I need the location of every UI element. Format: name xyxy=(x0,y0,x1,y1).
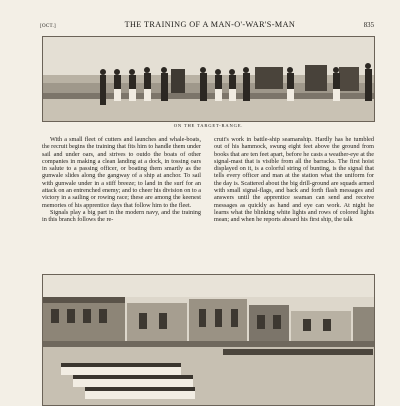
running-head xyxy=(40,20,374,32)
page-number: 835 xyxy=(363,22,374,29)
body-column-left xyxy=(42,136,201,268)
paragraph: Signals play a big part in the modern navy, and the training in this branch follows the re- xyxy=(42,208,201,224)
target-range-photo xyxy=(42,36,375,122)
body-column-right xyxy=(214,136,374,268)
issue-marker: [OCT.] xyxy=(40,24,57,29)
paragraph: cruit's work in battle-ship seamanship. Hardly has he tumbled out of his hammock, swung eight feet above the ground from books that are ten feet apart, before he casts a weather-eye at the signal-mast that is visible from all the barracks. The first hoist displayed on it, is a colorful string of bunting, is the signal that tells every officer and man at the station what the uniform for the day is. Scattered about the big drill-ground are squads armed with small signal-flags, and back and forth flash messages and answers until the apprentice seaman can send and receive messages as quickly as hand and eye can work. At night he learns what the blinking white lights and rows of colored lights mean; and when he reports aboard his first ship, the talk xyxy=(214,136,374,224)
figure-caption: ON THE TARGET-RANGE. xyxy=(173,123,244,128)
running-title: THE TRAINING OF A MAN-O'-WAR'S-MAN xyxy=(124,20,296,29)
paragraph: With a small fleet of cutters and launches and whale-boats, the recruit begins the training that fits him to handle them under sail and under oars, and strives to outdo the boats of other companies in making a clean landing at a dock, in tossing oars in salute to a passing officer, or boating them smartly as the gunwale slides along the gangway of a ship at anchor. To sail with gunwale under in a stiff breeze; to land in the surf for an attack on an entrenched enemy; and to cheer his division on to a victory in a sailing or rowing race; these are among the keenest memories of his apprentice days that follow him to the fleet. xyxy=(42,136,201,209)
drill-ground-photo xyxy=(42,274,375,406)
